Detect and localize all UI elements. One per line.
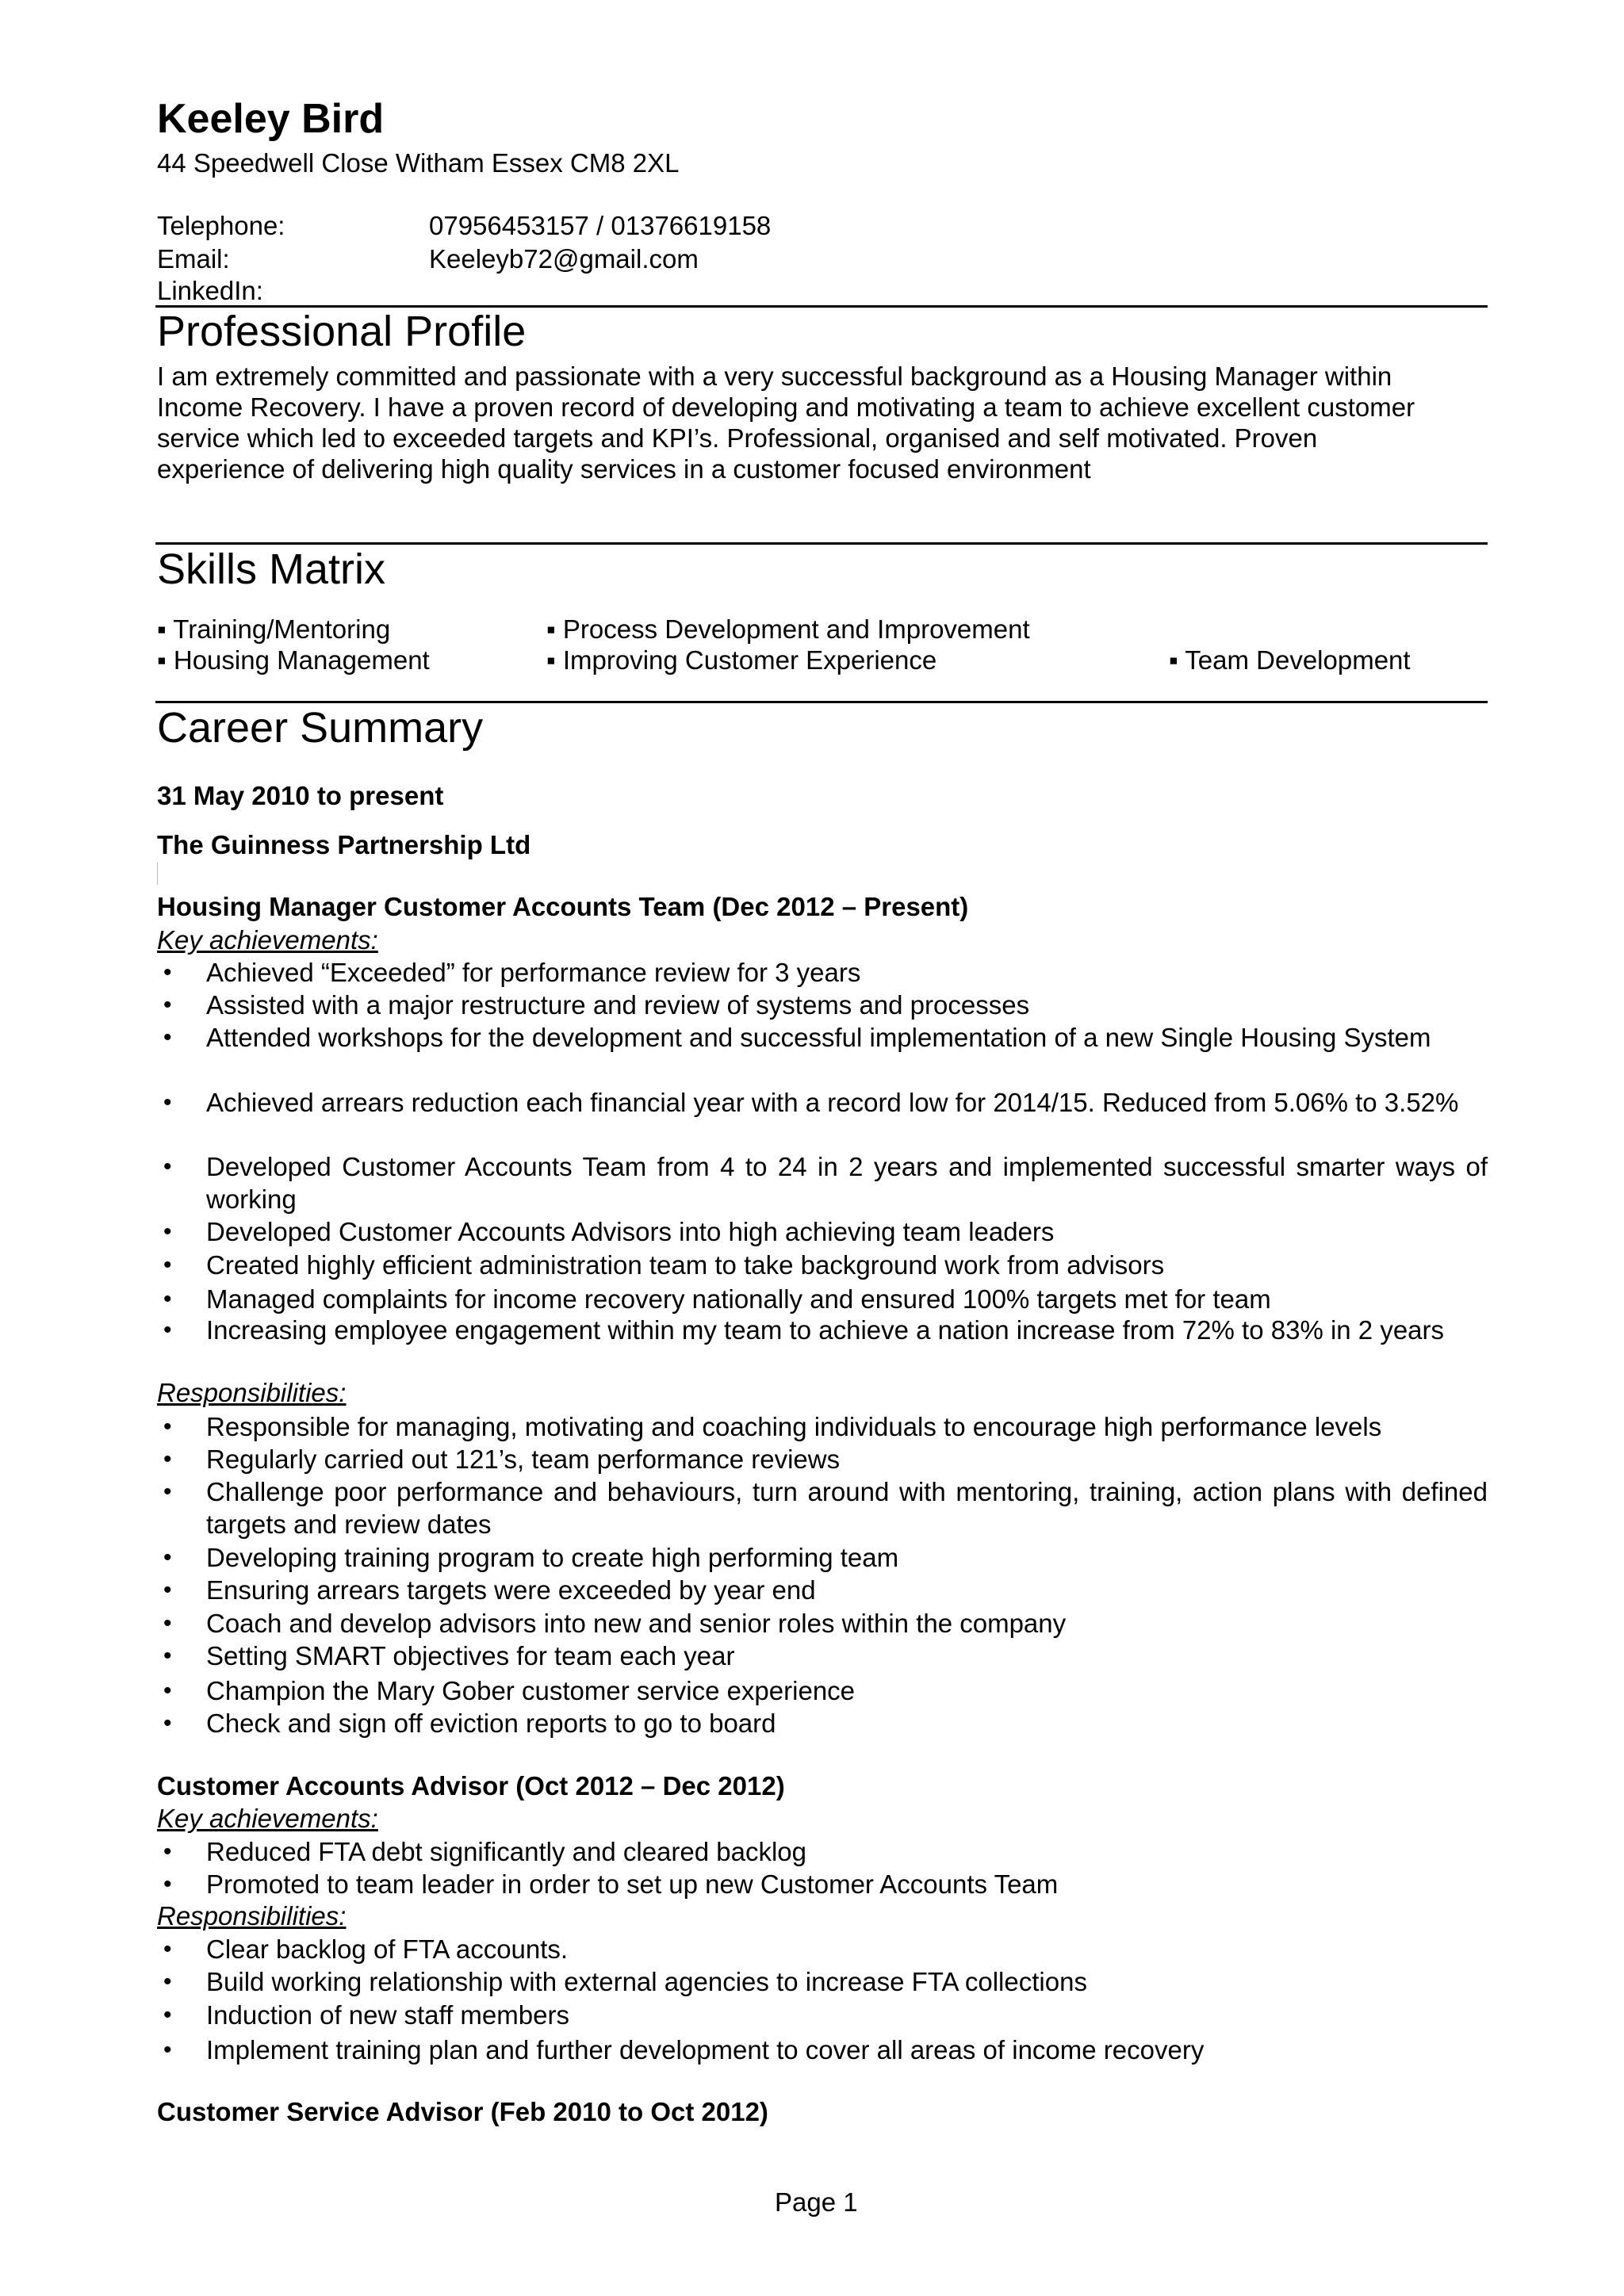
list-item-text: Challenge poor performance and behaviours, turn around with mentoring, training, action plans with defined targets and review dates: [206, 1477, 1488, 1539]
list-item: [157, 1640, 1488, 1672]
bullet-icon: •: [163, 1839, 172, 1865]
bullet-icon: •: [163, 1089, 172, 1115]
linkedin-label: LinkedIn:: [157, 276, 263, 305]
list-item-text: Achieved arrears reduction each financial year with a record low for 2014/15. Reduced from 5.06% to 3.52%: [206, 1088, 1459, 1117]
list-item-text: Regularly carried out 121’s, team performance reviews: [206, 1445, 841, 1474]
list-item-text: Reduced FTA debt significantly and cleared backlog: [206, 1837, 807, 1866]
bullet-icon: •: [163, 1154, 172, 1180]
list-item: [157, 1249, 1488, 1281]
list-item: [157, 989, 1488, 1021]
bullet-icon: •: [163, 1024, 172, 1050]
telephone-value: 07956453157 / 01376619158: [429, 211, 772, 240]
list-item-text: Increasing employee engagement within my team to achieve a nation increase from 72% to 83% in 2 years: [206, 1315, 1445, 1345]
telephone-label: Telephone:: [157, 211, 285, 240]
list-item-text: Managed complaints for income recovery nationally and ensured 100% targets met for team: [206, 1284, 1271, 1314]
bullet-icon: •: [163, 1219, 172, 1245]
list-item-text: Build working relationship with external agencies to increase FTA collections: [206, 1967, 1087, 1996]
list-item: [157, 1674, 1488, 1707]
employment-dates: 31 May 2010 to present: [157, 781, 444, 810]
profile-line: service which led to exceeded targets and KPI’s. Professional, organised and self motivated. Proven: [157, 423, 1318, 453]
list-item: [157, 1933, 1488, 1965]
list-item-text: Check and sign off eviction reports to go to board: [206, 1709, 776, 1738]
profile-line: I am extremely committed and passionate with a very successful background as a Housing Manager within: [157, 362, 1392, 391]
bullet-icon: •: [163, 1577, 172, 1603]
list-item: [157, 1021, 1488, 1054]
list-item: [157, 1150, 1488, 1215]
list-item: [157, 1283, 1488, 1315]
bullet-icon: •: [163, 2002, 172, 2028]
career-heading: Career Summary: [157, 704, 484, 752]
bullet-icon: •: [163, 1317, 172, 1343]
bullet-icon: •: [163, 1678, 172, 1704]
list-item-text: Coach and develop advisors into new and senior roles within the company: [206, 1609, 1067, 1638]
address: 44 Speedwell Close Witham Essex CM8 2XL: [157, 148, 680, 178]
list-item-text: Responsible for managing, motivating and coaching individuals to encourage high performance levels: [206, 1412, 1382, 1441]
candidate-name: Keeley Bird: [157, 96, 385, 142]
profile-paragraph: [157, 361, 1483, 484]
bullet-icon: •: [163, 1969, 172, 1995]
list-item: [157, 1965, 1488, 1998]
profile-heading: Professional Profile: [157, 308, 527, 355]
list-item-text: Attended workshops for the development and successful implementation of a new Single Housing System: [206, 1023, 1431, 1052]
responsibilities-label: Responsibilities:: [157, 1378, 347, 1407]
skill-item: ▪ Training/Mentoring: [157, 614, 391, 644]
role-title: Customer Service Advisor (Feb 2010 to Oct 2012): [157, 2097, 768, 2126]
skill-item: ▪ Improving Customer Experience: [546, 645, 937, 675]
list-item: [157, 1443, 1488, 1475]
bullet-icon: •: [163, 992, 172, 1018]
bullet-icon: •: [163, 959, 172, 985]
text-cursor-mark: [157, 863, 158, 885]
list-item-text: Setting SMART objectives for team each year: [206, 1641, 735, 1670]
skill-item: ▪ Process Development and Improvement: [546, 614, 1030, 644]
list-item-text: Clear backlog of FTA accounts.: [206, 1934, 569, 1964]
role-title: Customer Accounts Advisor (Oct 2012 – Dec 2012): [157, 1771, 785, 1800]
bullet-icon: •: [163, 1446, 172, 1472]
role-title: Housing Manager Customer Accounts Team (Dec 2012 – Present): [157, 892, 969, 921]
list-item-text: Achieved “Exceeded” for performance review for 3 years: [206, 958, 861, 987]
email-value: Keeleyb72@gmail.com: [429, 244, 699, 274]
list-item: [157, 1314, 1488, 1346]
bullet-icon: •: [163, 1286, 172, 1312]
achievements-label: Key achievements:: [157, 925, 378, 955]
list-item: [157, 1707, 1488, 1739]
list-item-text: Implement training plan and further development to cover all areas of income recovery: [206, 2035, 1205, 2064]
list-item-text: Developed Customer Accounts Advisors into high achieving team leaders: [206, 1217, 1055, 1246]
list-item: [157, 1410, 1488, 1443]
list-item-text: Assisted with a major restructure and review of systems and processes: [206, 990, 1030, 1020]
list-item-text: Developing training program to create high performing team: [206, 1543, 899, 1572]
list-item: [157, 1475, 1488, 1540]
email-label: Email:: [157, 244, 230, 274]
list-item: [157, 1868, 1488, 1900]
bullet-icon: •: [163, 1479, 172, 1505]
list-item: [157, 1607, 1488, 1640]
bullet-icon: •: [163, 1610, 172, 1636]
skill-item: ▪ Team Development: [1169, 645, 1411, 675]
list-item-text: Ensuring arrears targets were exceeded by year end: [206, 1575, 816, 1605]
list-item: [157, 2034, 1488, 2066]
list-item: [157, 1574, 1488, 1606]
skills-heading: Skills Matrix: [157, 545, 386, 593]
bullet-icon: •: [163, 1710, 172, 1736]
list-item: [157, 1215, 1488, 1248]
list-item-text: Champion the Mary Gober customer service experience: [206, 1676, 856, 1705]
list-item: [157, 1999, 1488, 2031]
list-item: [157, 1835, 1488, 1868]
page-number: Page 1: [775, 2187, 858, 2217]
bullet-icon: •: [163, 1936, 172, 1962]
bullet-icon: •: [163, 1871, 172, 1897]
list-item-text: Promoted to team leader in order to set up new Customer Accounts Team: [206, 1869, 1059, 1899]
list-item-text: Developed Customer Accounts Team from 4 to 24 in 2 years and implemented successful smarter ways of working: [206, 1152, 1488, 1214]
list-item: [157, 1541, 1488, 1574]
bullet-icon: •: [163, 1643, 172, 1669]
list-item-text: Induction of new staff members: [206, 2000, 569, 2030]
list-item: [157, 1086, 1488, 1119]
bullet-icon: •: [163, 1414, 172, 1440]
list-item: [157, 956, 1488, 989]
bullet-icon: •: [163, 1544, 172, 1571]
achievements-label: Key achievements:: [157, 1804, 378, 1833]
responsibilities-label: Responsibilities:: [157, 1901, 347, 1931]
bullet-icon: •: [163, 1252, 172, 1278]
profile-line: Income Recovery. I have a proven record of developing and motivating a team to achieve excellent customer: [157, 392, 1415, 422]
skill-item: ▪ Housing Management: [157, 645, 430, 675]
bullet-icon: •: [163, 2037, 172, 2063]
company-name: The Guinness Partnership Ltd: [157, 830, 531, 859]
profile-line: experience of delivering high quality services in a customer focused environment: [157, 454, 1091, 484]
list-item-text: Created highly efficient administration team to take background work from advisors: [206, 1250, 1165, 1280]
